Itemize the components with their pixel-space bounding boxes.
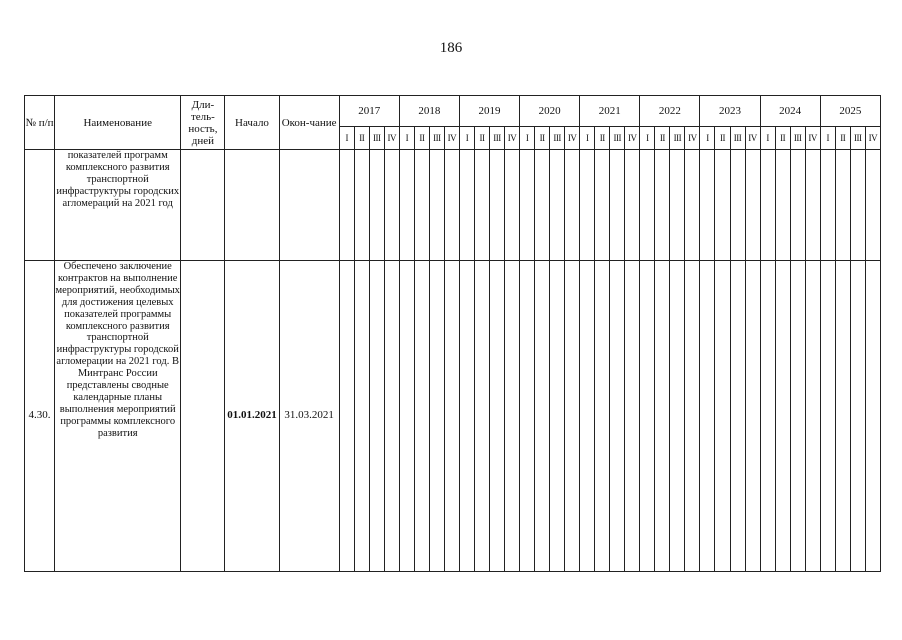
gantt-cell xyxy=(474,261,489,572)
row-num xyxy=(25,150,55,261)
gantt-cell xyxy=(520,261,535,572)
gantt-cell xyxy=(745,150,760,261)
schedule-table xyxy=(24,95,881,572)
header-quarter: IV xyxy=(505,127,520,150)
row-start xyxy=(225,150,279,261)
header-year: 2023 xyxy=(700,96,760,127)
gantt-cell xyxy=(775,261,790,572)
header-quarter: IV xyxy=(805,127,820,150)
row-duration xyxy=(181,150,225,261)
header-quarter: I xyxy=(580,127,595,150)
gantt-cell xyxy=(339,150,354,261)
header-quarter: I xyxy=(459,127,474,150)
gantt-cell xyxy=(640,261,655,572)
header-quarter: III xyxy=(670,127,685,150)
gantt-cell xyxy=(775,150,790,261)
gantt-cell xyxy=(550,150,565,261)
row-name: показателей программ комплексного развития транспортной инфраструктуры городских агломераций на 2021 год xyxy=(55,150,181,261)
header-quarter: II xyxy=(595,127,610,150)
gantt-cell xyxy=(820,261,835,572)
header-quarter: II xyxy=(715,127,730,150)
header-end: Окон-чание xyxy=(279,96,339,150)
gantt-cell xyxy=(835,261,850,572)
gantt-cell xyxy=(850,261,865,572)
gantt-cell xyxy=(565,150,580,261)
gantt-cell xyxy=(685,261,700,572)
header-year: 2022 xyxy=(640,96,700,127)
gantt-cell xyxy=(790,150,805,261)
header-quarter: IV xyxy=(444,127,459,150)
gantt-cell xyxy=(384,261,399,572)
header-year: 2025 xyxy=(820,96,880,127)
gantt-cell xyxy=(399,150,414,261)
header-quarter: II xyxy=(535,127,550,150)
header-quarter: I xyxy=(640,127,655,150)
header-num: № п/п xyxy=(25,96,55,150)
gantt-cell xyxy=(865,261,880,572)
gantt-cell xyxy=(565,261,580,572)
gantt-cell xyxy=(655,261,670,572)
row-name: Обеспечено заключение контрактов на выполнение мероприятий, необходимых для достижения целевых показателей программы комплексного развития транспортной инфраструктуры городской агломерации на 2021 год. В Минтранс России представлены сводные календарные планы выполнения мероприятий программы комплексного развития xyxy=(55,261,181,572)
gantt-cell xyxy=(640,150,655,261)
gantt-cell xyxy=(805,261,820,572)
gantt-cell xyxy=(429,150,444,261)
header-quarter: III xyxy=(550,127,565,150)
row-start: 01.01.2021 xyxy=(225,261,279,572)
gantt-cell xyxy=(805,150,820,261)
header-quarter: I xyxy=(760,127,775,150)
header-quarter: IV xyxy=(384,127,399,150)
gantt-cell xyxy=(835,150,850,261)
gantt-cell xyxy=(700,261,715,572)
gantt-cell xyxy=(384,150,399,261)
gantt-cell xyxy=(399,261,414,572)
gantt-cell xyxy=(820,150,835,261)
row-duration xyxy=(181,261,225,572)
header-quarter: III xyxy=(610,127,625,150)
header-quarter: III xyxy=(429,127,444,150)
gantt-cell xyxy=(865,150,880,261)
gantt-cell xyxy=(625,150,640,261)
gantt-cell xyxy=(490,261,505,572)
gantt-cell xyxy=(670,150,685,261)
header-quarter: III xyxy=(850,127,865,150)
gantt-cell xyxy=(760,150,775,261)
gantt-cell xyxy=(429,261,444,572)
header-quarter: II xyxy=(775,127,790,150)
row-end: 31.03.2021 xyxy=(279,261,339,572)
header-quarter: II xyxy=(655,127,670,150)
header-quarter: I xyxy=(399,127,414,150)
gantt-cell xyxy=(745,261,760,572)
gantt-cell xyxy=(444,150,459,261)
gantt-cell xyxy=(474,150,489,261)
header-year: 2019 xyxy=(459,96,519,127)
gantt-cell xyxy=(595,150,610,261)
gantt-cell xyxy=(610,261,625,572)
gantt-cell xyxy=(459,261,474,572)
header-quarter: IV xyxy=(685,127,700,150)
header-quarter: III xyxy=(369,127,384,150)
row-num: 4.30. xyxy=(25,261,55,572)
header-quarter: I xyxy=(339,127,354,150)
header-quarter: IV xyxy=(625,127,640,150)
header-year: 2018 xyxy=(399,96,459,127)
header-year: 2021 xyxy=(580,96,640,127)
header-quarter: IV xyxy=(865,127,880,150)
gantt-cell xyxy=(610,150,625,261)
gantt-cell xyxy=(595,261,610,572)
gantt-cell xyxy=(760,261,775,572)
gantt-cell xyxy=(685,150,700,261)
header-quarter: II xyxy=(354,127,369,150)
gantt-cell xyxy=(535,261,550,572)
gantt-cell xyxy=(369,261,384,572)
header-quarter: IV xyxy=(745,127,760,150)
header-year: 2024 xyxy=(760,96,820,127)
gantt-cell xyxy=(369,150,384,261)
table-row xyxy=(25,261,881,572)
gantt-cell xyxy=(670,261,685,572)
header-quarter: II xyxy=(835,127,850,150)
gantt-cell xyxy=(444,261,459,572)
gantt-cell xyxy=(339,261,354,572)
gantt-cell xyxy=(535,150,550,261)
header-quarter: II xyxy=(414,127,429,150)
header-quarter: II xyxy=(474,127,489,150)
gantt-cell xyxy=(354,150,369,261)
table-row xyxy=(25,150,881,261)
header-start: Начало xyxy=(225,96,279,150)
gantt-cell xyxy=(505,261,520,572)
gantt-cell xyxy=(459,150,474,261)
header-year: 2017 xyxy=(339,96,399,127)
gantt-cell xyxy=(715,150,730,261)
header-name: Наименование xyxy=(55,96,181,150)
gantt-cell xyxy=(414,261,429,572)
gantt-cell xyxy=(730,150,745,261)
header-quarter: IV xyxy=(565,127,580,150)
gantt-cell xyxy=(790,261,805,572)
gantt-cell xyxy=(505,150,520,261)
gantt-cell xyxy=(730,261,745,572)
gantt-cell xyxy=(550,261,565,572)
row-end xyxy=(279,150,339,261)
gantt-cell xyxy=(490,150,505,261)
header-quarter: III xyxy=(730,127,745,150)
gantt-cell xyxy=(655,150,670,261)
gantt-cell xyxy=(700,150,715,261)
gantt-cell xyxy=(850,150,865,261)
header-quarter: III xyxy=(790,127,805,150)
header-duration: Дли-тель-ность, дней xyxy=(181,96,225,150)
header-year: 2020 xyxy=(520,96,580,127)
header-quarter: III xyxy=(490,127,505,150)
gantt-cell xyxy=(580,261,595,572)
gantt-cell xyxy=(520,150,535,261)
gantt-cell xyxy=(715,261,730,572)
page-number: 186 xyxy=(439,40,463,56)
gantt-cell xyxy=(354,261,369,572)
gantt-cell xyxy=(414,150,429,261)
header-quarter: I xyxy=(820,127,835,150)
gantt-cell xyxy=(580,150,595,261)
header-quarter: I xyxy=(520,127,535,150)
gantt-cell xyxy=(625,261,640,572)
header-quarter: I xyxy=(700,127,715,150)
